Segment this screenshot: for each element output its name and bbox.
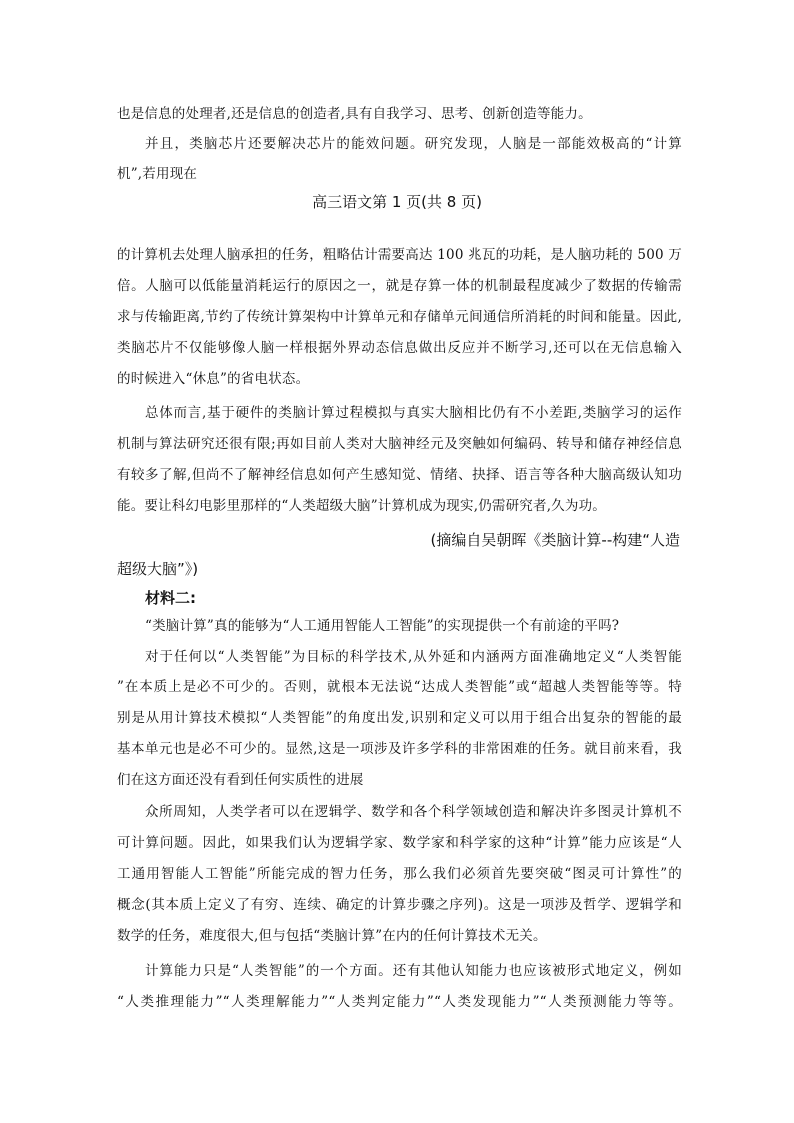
paragraph-line: 求与传输距离,节约了传统计算架构中计算单元和存储单元间通信所消耗的时间和能量。因此,	[117, 309, 682, 325]
paragraph-line: 数学的任务，难度很大,但与包括“类脑计算”在内的任何计算技术无关。	[117, 928, 547, 944]
paragraph-line: 们在这方面还没有看到任何实质性的进展	[117, 772, 364, 788]
page-footer: 高三语文第 1 页(共 8 页)	[312, 193, 482, 211]
paragraph-line: 机制与算法研究还很有限;再如目前人类对大脑神经元及突触如何编码、转导和储存神经信息	[117, 436, 682, 452]
paragraph-line: 计算能力只是“人类智能”的一个方面。还有其他认知能力也应该被形式地定义，例如	[145, 963, 682, 979]
paragraph-line: 的计算机去处理人脑承担的任务，粗略估计需要高达 100 兆瓦的功耗，是人脑功耗的 500 万	[117, 247, 682, 263]
paragraph-line: 工通用智能人工智能”所能完成的智力任务，那么我们必须首先要突破“图灵可计算性”的	[117, 866, 682, 882]
paragraph-line: 总体而言,基于硬件的类脑计算过程模拟与真实大脑相比仍有不小差距,类脑学习的运作	[145, 405, 682, 421]
paragraph-line: 倍。人脑可以低能量消耗运行的原因之一，就是存算一体的机制最程度减少了数据的传输需	[117, 278, 682, 294]
paragraph-line: 能。要让科幻电影里那样的“人类超级大脑”计算机成为现实,仍需研究者,久为功。	[117, 498, 606, 514]
paragraph-line: “人类推理能力”“人类理解能力”“人类判定能力”“人类发现能力”“人类预测能力等等。	[117, 994, 682, 1010]
paragraph-line: 并且，类脑芯片还要解决芯片的能效问题。研究发现，人脑是一部能效极高的“计算	[145, 136, 682, 152]
paragraph-line: 可计算问题。因此，如果我们认为逻辑学家、数学家和科学家的这种“计算”能力应该是“人	[117, 835, 682, 851]
paragraph-line: 众所周知，人类学者可以在逻辑学、数学和各个科学领域创造和解决许多图灵计算机不	[145, 804, 682, 820]
source-citation: (摘编自吴朝晖《类脑计算--构建“人造	[430, 531, 680, 549]
paragraph-line: “类脑计算”真的能够为“人工通用智能人工智能”的实现提供一个有前途的平吗?	[145, 618, 620, 634]
section-heading: 材料二:	[145, 589, 196, 607]
paragraph-line: 别是从用计算技术模拟“人类智能”的角度出发,识别和定义可以用于组合出复杂的智能的最	[117, 710, 682, 726]
paragraph-line: 有较多了解,但尚不了解神经信息如何产生感知觉、情绪、抉择、语言等各种大脑高级认知功	[117, 467, 682, 483]
paragraph-line: ”在本质上是必不可少的。否则，就根本无法说“达成人类智能”或“超越人类智能等等。特	[117, 679, 682, 695]
paragraph-line: 概念(其本质上定义了有穷、连续、确定的计算步骤之序列)。这是一项涉及哲学、逻辑学和	[117, 897, 682, 913]
paragraph-line: 的时候进入“休息”的省电状态。	[117, 371, 310, 387]
paragraph-line: 对于任何以“人类智能”为目标的科学技术,从外延和内涵两方面准确地定义“人类智能	[145, 649, 682, 665]
paragraph-line: 基本单元也是必不可少的。显然,这是一项涉及许多学科的非常困难的任务。就目前来看，我	[117, 741, 682, 757]
paragraph-line: 类脑芯片不仅能够像人脑一样根据外界动态信息做出反应并不断学习,还可以在无信息输入	[117, 340, 682, 356]
paragraph-line: 机”,若用现在	[117, 166, 198, 182]
paragraph-line: 也是信息的处理者,还是信息的创造者,具有自我学习、思考、创新创造等能力。	[117, 106, 592, 122]
source-citation: 超级大脑”》)	[117, 560, 199, 578]
